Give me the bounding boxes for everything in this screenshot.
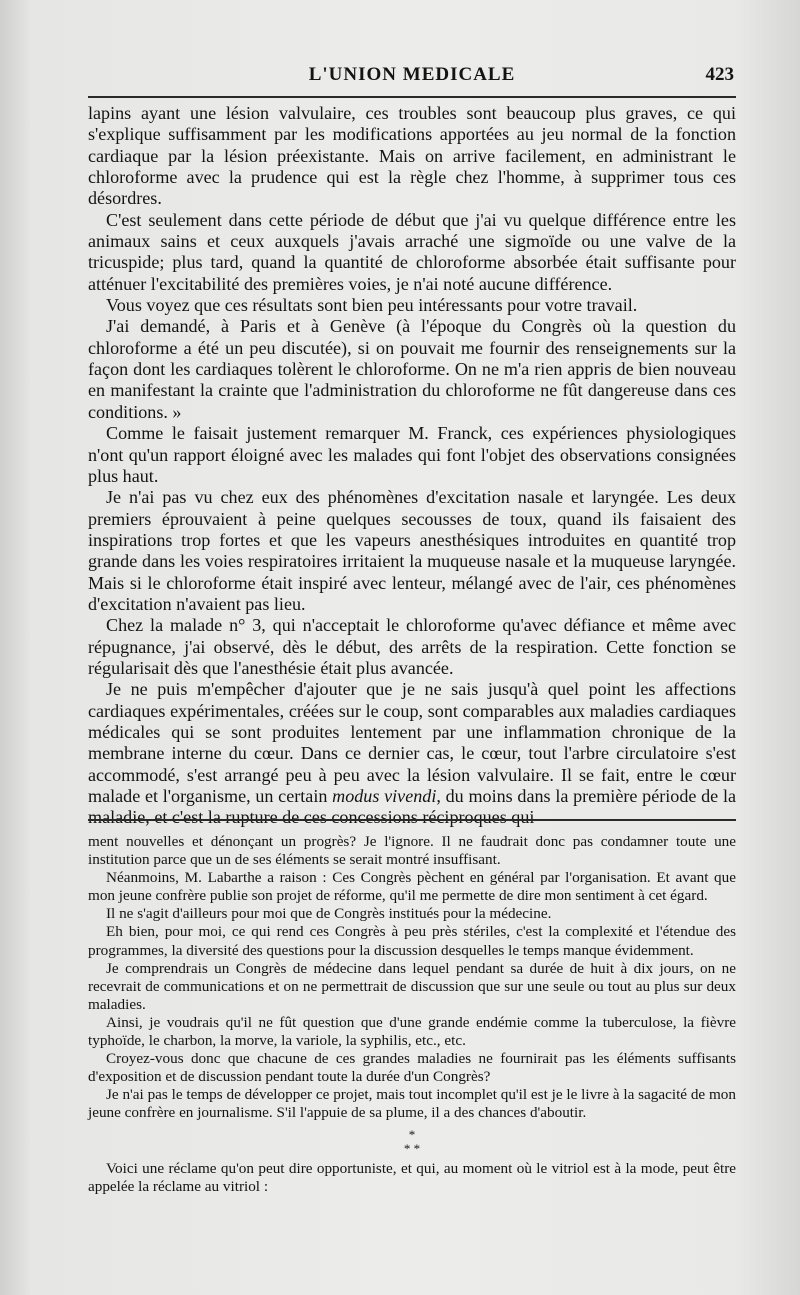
paragraph: Je n'ai pas vu chez eux des phénomènes d'excitation nasale et laryngée. Les deux premiers éprouvaient à peine quelques secousses de toux, quand ils faisaient des inspirations trop fortes et que les vapeurs anesthésiques introduites en quantité trop grande dans les voies respiratoires irritaient la muqueuse nasale et la muqueuse laryngée. Mais si le chloroforme était inspiré avec lenteur, mélangé avec de l'air, ces phénomènes d'excitation n'avaient pas lieu. <box>88 487 736 614</box>
text-run: Je ne puis m'empêcher d'ajouter que je ne sais jusqu'à quel point les affections cardiaques expérimentales, créées sur le coup, sont comparables aux maladies cardiaques médicales qui se sont produites lentement par une inflammation chronique de la membrane interne du cœur. Dans ce dernier cas, le cœur, tout l'arbre circulatoire s'est accommodé, s'est arrangé peu à peu avec la lésion valvulaire. Il se fait, entre le cœur malade et l'organisme, un certain <box>88 679 736 806</box>
asterisk-bottom: * * <box>403 1140 421 1156</box>
paragraph: Je comprendrais un Congrès de médecine dans lequel pendant sa durée de huit à dix jours, on ne recevrait de communications et on ne permettrait de discussion que sur une seule ou tout au plus sur deux maladies. <box>88 959 736 1013</box>
latin-phrase: modus vivendi <box>332 786 437 806</box>
paragraph: Croyez-vous donc que chacune de ces grandes maladies ne fournirait pas les éléments suffisants d'exposition et de discussion pendant toute la durée d'un Congrès? <box>88 1050 736 1086</box>
paragraph: Il ne s'agit d'ailleurs pour moi que de Congrès institués pour la médecine. <box>106 905 552 923</box>
main-text <box>88 103 736 829</box>
paragraph: lapins ayant une lésion valvulaire, ces troubles sont beaucoup plus graves, ce qui s'explique suffisamment par les modifications apportées au jeu normal de la fonction cardiaque par la lésion préexistante. Mais on arrive facilement, en administrant le chloroforme avec la prudence qui est la règle chez l'homme, à supprimer tous ces désordres. <box>88 103 736 209</box>
paragraph: Néanmoins, M. Labarthe a raison : Ces Congrès pèchent en général par l'organisation. Et avant que mon jeune confrère publie son projet de réforme, qu'il me permette de dire mon sentiment à cet égard. <box>88 869 736 905</box>
paragraph: Voici une réclame qu'on peut dire opportuniste, et qui, au moment où le vitriol est à la mode, peut être appelée la réclame au vitriol : <box>88 1159 736 1195</box>
paragraph: C'est seulement dans cette période de début que j'ai vu quelque différence entre les animaux sains et ceux auxquels j'avais arraché une sigmoïde ou une valve de la tricuspide; plus tard, quand la quantité de chloroforme absorbée était suffisante pour atténuer l'excitabilité des premières voies, je n'ai noté aucune différence. <box>88 209 736 294</box>
paragraph: Je n'ai pas le temps de développer ce projet, mais tout incomplet qu'il est je le livre à la sagacité de mon jeune confrère en journalisme. S'il l'appuie de sa plume, il a des chances d'aboutir. <box>88 1086 736 1122</box>
paragraph: Chez la malade n° 3, qui n'acceptait le chloroforme qu'avec défiance et même avec répugnance, j'ai observé, dès le début, des arrêts de la respiration. Cette fonction se régularisait dès que l'anesthésie était plus avancée. <box>88 615 736 678</box>
running-header <box>88 62 736 92</box>
paragraph: Ainsi, je voudrais qu'il ne fût question que d'une grande endémie comme la tuberculose, la fièvre typhoïde, le charbon, la morve, la variole, la syphilis, etc., etc. <box>88 1013 736 1050</box>
paragraph: Comme le faisait justement remarquer M. Franck, ces expériences physiologiques n'ont qu'un rapport éloigné avec les malades qui font l'objet des observations consignées plus haut. <box>88 423 736 486</box>
footnote-rule <box>88 819 736 821</box>
paragraph: J'ai demandé, à Paris et à Genève (à l'époque du Congrès où la question du chloroforme a été un peu discutée), si on pouvait me fournir des renseignements sur la façon dont les cardiaques tolèrent le chloroforme. On ne m'a rien appris de bien nouveau en manifestant la crainte que l'administration du chloroforme ne fût dangereuse dans ces conditions. » <box>88 316 736 422</box>
header-rule <box>88 96 736 98</box>
text-run: , du moins dans la première période de la maladie, et c'est la rupture de ces concessions réciproques qui <box>88 786 736 828</box>
paragraph <box>88 679 736 828</box>
paragraph: Eh bien, pour moi, ce qui rend ces Congrès à peu près stériles, c'est la complexité et l'étendue des programmes, la diversité des questions pour la discussion desquelles le temps manque évidemment. <box>88 923 736 959</box>
paragraph: ment nouvelles et dénonçant un progrès? Je l'ignore. Il ne faudrait donc pas condamner toute une institution parce que un de ses éléments se serait montré insuffisant. <box>88 833 736 869</box>
feuilleton-text <box>88 833 736 1196</box>
paragraph: Vous voyez que ces résultats sont bien peu intéressants pour votre travail. <box>106 295 638 316</box>
asterisk-top: * <box>408 1126 416 1142</box>
journal-title: L'UNION MEDICALE <box>308 64 516 85</box>
section-separator <box>88 1128 736 1156</box>
page-number: 423 <box>705 64 734 85</box>
